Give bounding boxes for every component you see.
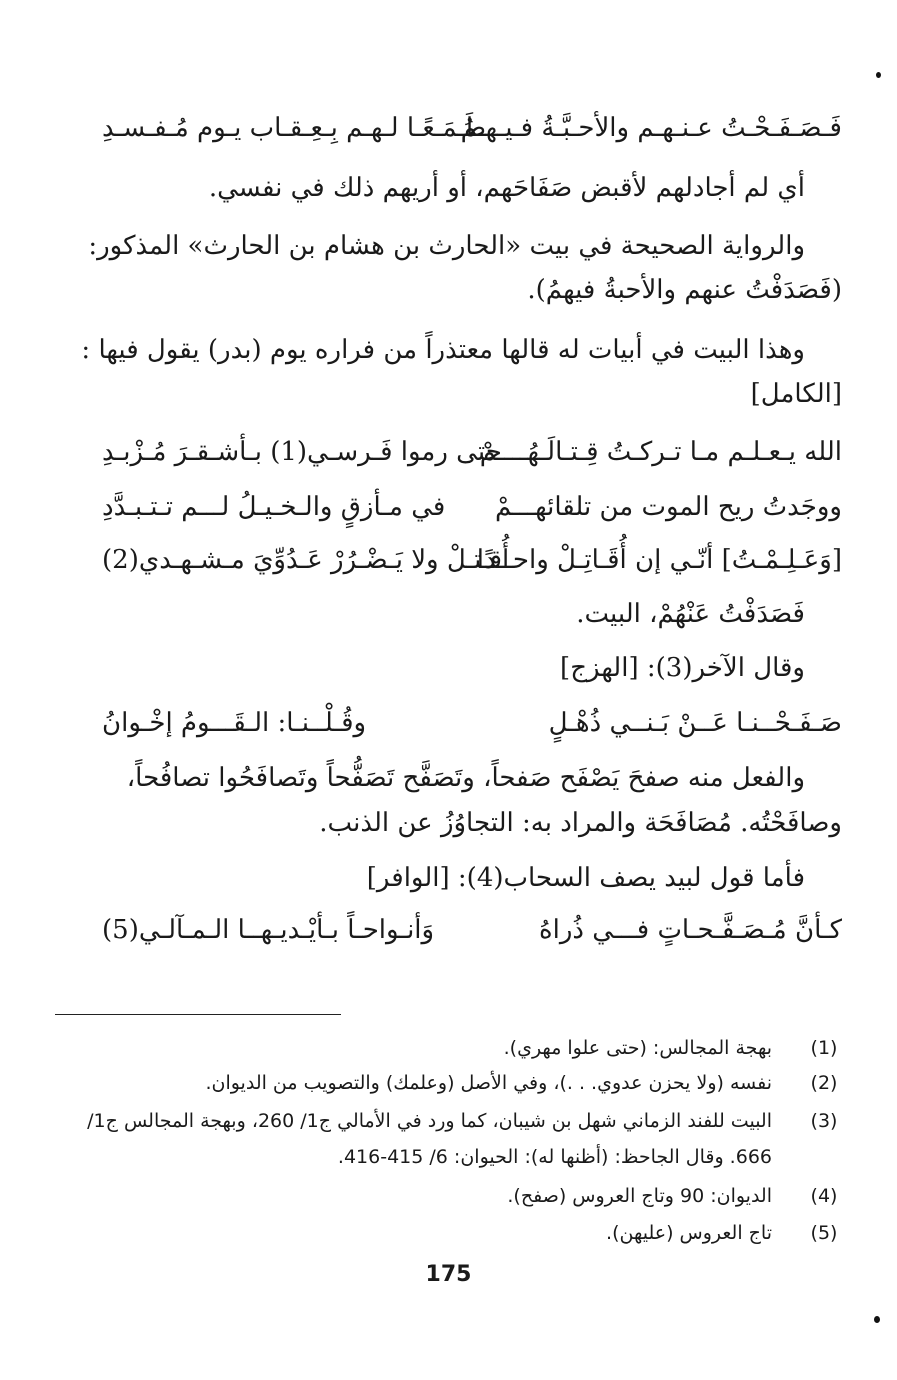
verse-4 <box>102 540 842 580</box>
footnote-1 <box>100 1033 842 1063</box>
verse-3 <box>102 487 842 527</box>
verse-5 <box>102 703 842 743</box>
footnote-3 <box>87 1106 842 1176</box>
paragraph-6-line-2: وصافَحْتُه. مُصَافَحَة والمراد به: التجاوُزُ عن الذنب. <box>319 808 842 838</box>
verse-2-first-hemistich: الله يـعـلـم مـا تـركـتُ قِـتـالَـهُــــمْ <box>479 437 842 467</box>
footnote-4 <box>100 1181 842 1211</box>
verse-1-first-hemistich: فَـصَـفَـحْـتُ عـنـهـم والأحـبَّـةُ فـيـهـمُ <box>460 113 842 143</box>
verse-1 <box>102 108 842 148</box>
verse-1-second-hemistich: طَـمَـعًـا لـهـم بِـعِـقـاب يـوم مُـفـسـدِ <box>102 113 486 143</box>
footnote-number: (1) <box>810 1037 838 1059</box>
page-number: 175 <box>425 1262 472 1287</box>
footnote-5 <box>100 1218 842 1248</box>
footnote-2 <box>100 1068 842 1098</box>
footnote-number: (4) <box>810 1185 838 1207</box>
verse-5-second-hemistich: وقُـلْــنـا: الـقَـــومُ إخْـوانُ <box>102 708 367 738</box>
footnote-text-continued: 666. وقال الجاحظ: (أظنها له): الحيوان: 6/ 415-416. <box>337 1146 772 1168</box>
footnote-number: (5) <box>810 1222 838 1244</box>
footnote-text: بهجة المجالس: (حتى علوا مهري). <box>503 1037 772 1059</box>
paragraph-4: فَصَدَفْتُ عَنْهُمْ، البيت. <box>576 599 805 629</box>
footnote-number: (2) <box>810 1072 838 1094</box>
verse-2 <box>102 432 842 472</box>
meter-label-kamil: [الكامل] <box>750 379 842 409</box>
paragraph-3-line-1: وهذا البيت في أبيات له قالها معتذراً من فراره يوم (بدر) يقول فيها : <box>81 335 805 365</box>
paragraph-5: وقال الآخر(3): [الهزج] <box>560 653 805 683</box>
verse-2-second-hemistich: حتى رموا فَـرسـي(1) بـأشـقـرَ مُـزْبـدِ <box>102 437 502 467</box>
footnote-number: (3) <box>810 1110 838 1132</box>
footnote-text: نفسه (ولا يحزن عدوي. . .)، وفي الأصل (وعلمك) والتصويب من الديوان. <box>205 1072 772 1094</box>
scan-speck <box>876 72 881 78</box>
verse-3-second-hemistich: في مـأزقٍ والـخـيـلُ لـــم تـتـبـدَّدِ <box>102 492 446 522</box>
footnote-text: الديوان: 90 وتاج العروس (صفح). <box>507 1185 772 1207</box>
footnote-text: البيت للفند الزماني شهل بن شيبان، كما ورد في الأمالي ج1/ 260، وبهجة المجالس ج1/ <box>87 1110 772 1132</box>
paragraph-2-line-1: والرواية الصحيحة في بيت «الحارث بن هشام بن الحارث» المذكور: <box>88 231 805 261</box>
verse-4-first-hemistich: [وَعَـلِـمْـتُ] أنّـي إن أُقَـاتِـلْ واحــدًا <box>476 545 842 575</box>
verse-6-second-hemistich: وَأنـواحـاً بـأيْـديـهــا الـمـآلـي(5) <box>102 915 435 945</box>
verse-6-first-hemistich: كـأنَّ مُـصَـفَّـحـاتٍ فـــي ذُراهُ <box>538 915 842 945</box>
verse-5-first-hemistich: صَـفَـحْــنـا عَــنْ بَـنــي ذُهْـلٍ <box>548 708 842 738</box>
footnote-separator <box>55 1014 341 1015</box>
paragraph-1: أي لم أجادلهم لأقبض صَفَاحَهم، أو أريهم ذلك في نفسي. <box>208 173 805 203</box>
scan-speck <box>874 1316 880 1323</box>
verse-4-second-hemistich: أُقـتـلْ ولا يَـضْـرُرْ عَـدُوِّيَ مـشـهـدي(2) <box>102 545 510 575</box>
paragraph-2-line-2: (فَصَدَفْتُ عنهم والأحبةُ فيهمُ). <box>527 275 842 305</box>
paragraph-7: فأما قول لبيد يصف السحاب(4): [الوافر] <box>366 863 805 893</box>
footnote-text: تاج العروس (عليهن). <box>606 1222 772 1244</box>
verse-3-first-hemistich: ووجَدتُ ريح الموت من تلقائهـــمْ <box>494 492 842 522</box>
paragraph-6-line-1: والفعل منه صفحَ يَصْفَح صَفحاً، وتَصَفَّح تَصَفُّحاً وتَصافَحُوا تصافُحاً، <box>126 763 805 793</box>
verse-6 <box>102 910 842 950</box>
